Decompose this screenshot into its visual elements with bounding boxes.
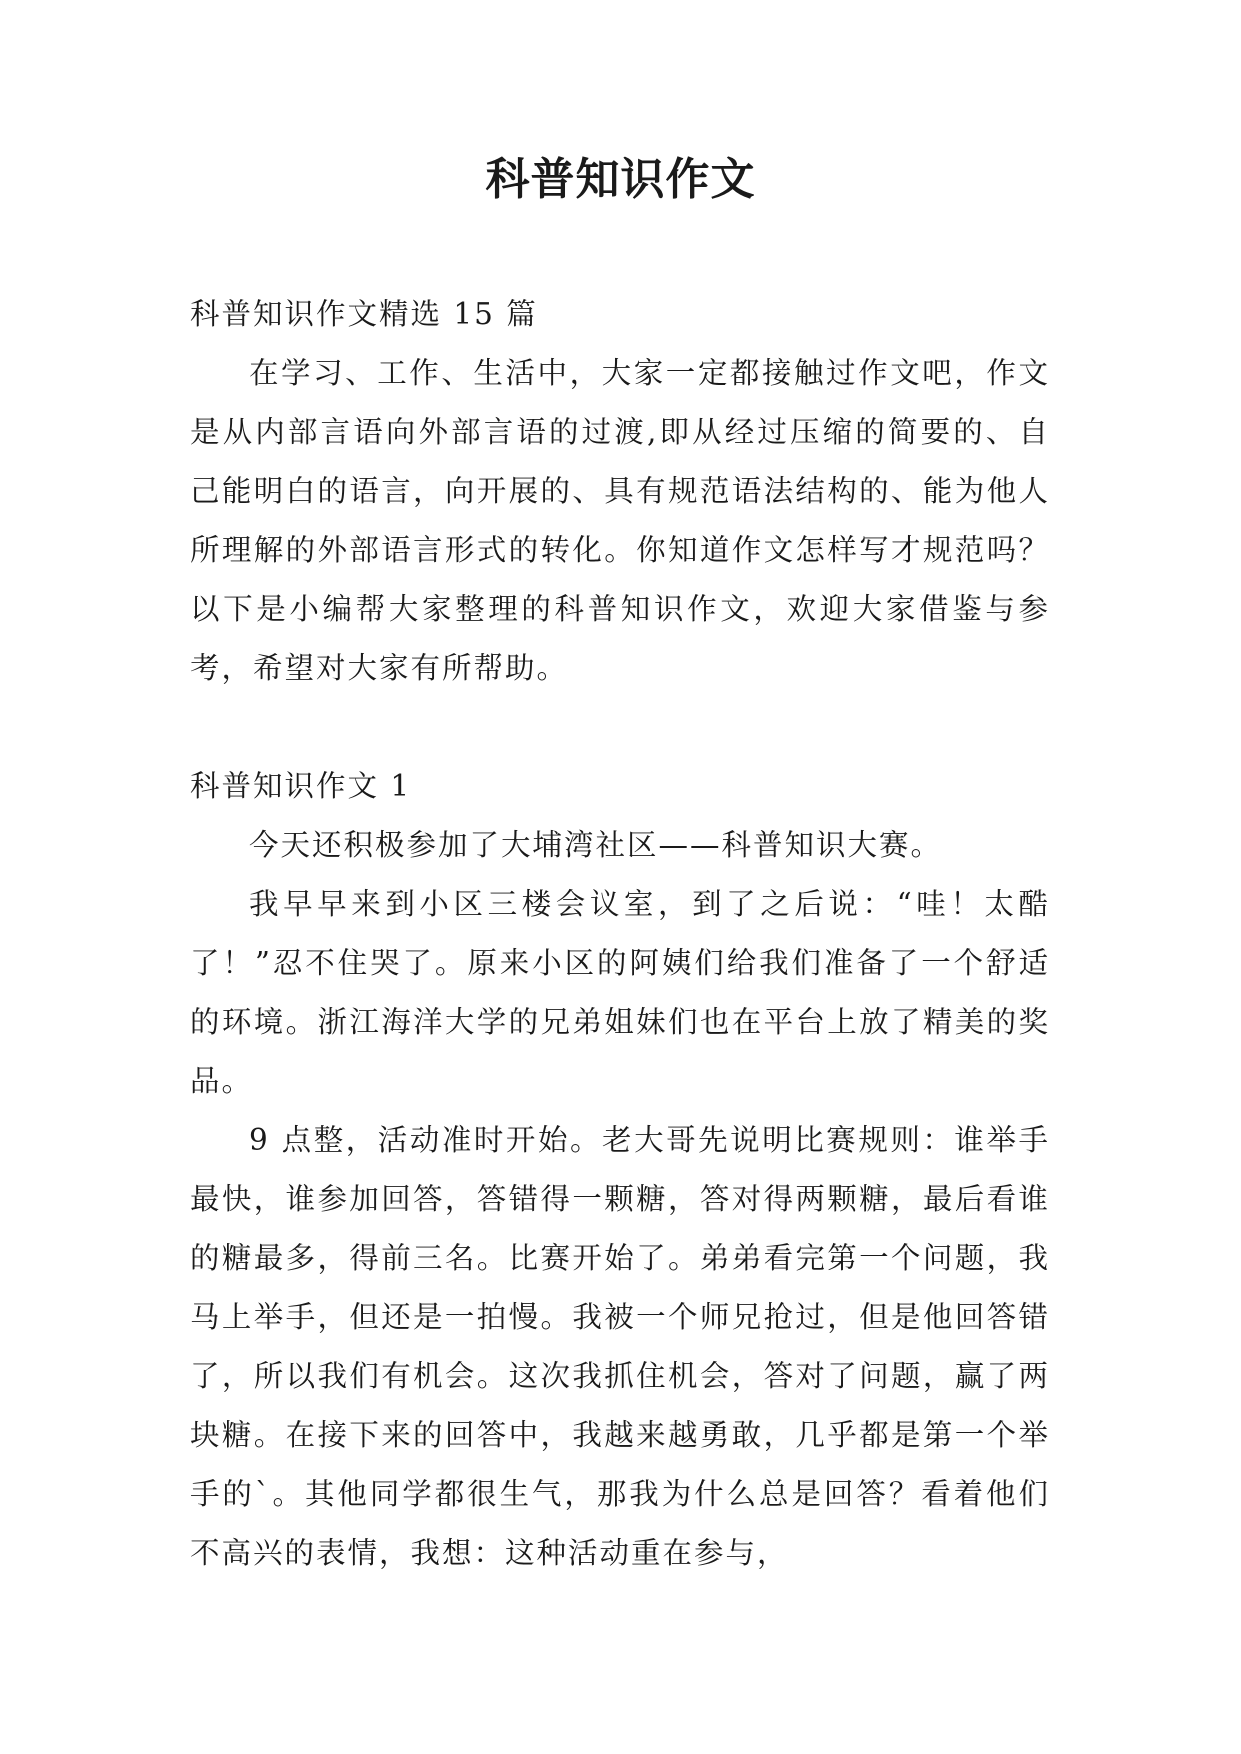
- body-paragraph: 9 点整，活动准时开始。老大哥先说明比赛规则：谁举手最快，谁参加回答，答错得一颗糖，答对得两颗糖，最后看谁的糖最多，得前三名。比赛开始了。弟弟看完第一个问题，我马上举手，但还是一拍慢。我被一个师兄抢过，但是他回答错了，所以我们有机会。这次我抓住机会，答对了问题，赢了两块糖。在接下来的回答中，我越来越勇敢，几乎都是第一个举手的`。其他同学都很生气，那我为什么总是回答？看着他们不高兴的表情，我想：这种活动重在参与，: [190, 1123, 1050, 1570]
- document-subtitle: 科普知识作文精选 15 篇: [190, 297, 538, 331]
- body-paragraph: 我早早来到小区三楼会议室，到了之后说：“哇！太酷了！”忍不住哭了。原来小区的阿姨们给我们准备了一个舒适的环境。浙江海洋大学的兄弟姐妹们也在平台上放了精美的奖品。: [190, 887, 1050, 1098]
- section-heading: 科普知识作文 1: [190, 769, 412, 803]
- document-body: [190, 285, 1050, 1583]
- intro-paragraph: 在学习、工作、生活中，大家一定都接触过作文吧，作文是从内部言语向外部言语的过渡,即从经过压缩的简要的、自己能明白的语言，向开展的、具有规范语法结构的、能为他人所理解的外部语言形式的转化。你知道作文怎样写才规范吗？以下是小编帮大家整理的科普知识作文，欢迎大家借鉴与参考，希望对大家有所帮助。: [190, 356, 1050, 685]
- body-paragraph: 今天还积极参加了大埔湾社区——科普知识大赛。: [249, 828, 943, 862]
- section-spacer: [190, 698, 1050, 757]
- document-title: 科普知识作文: [485, 154, 756, 205]
